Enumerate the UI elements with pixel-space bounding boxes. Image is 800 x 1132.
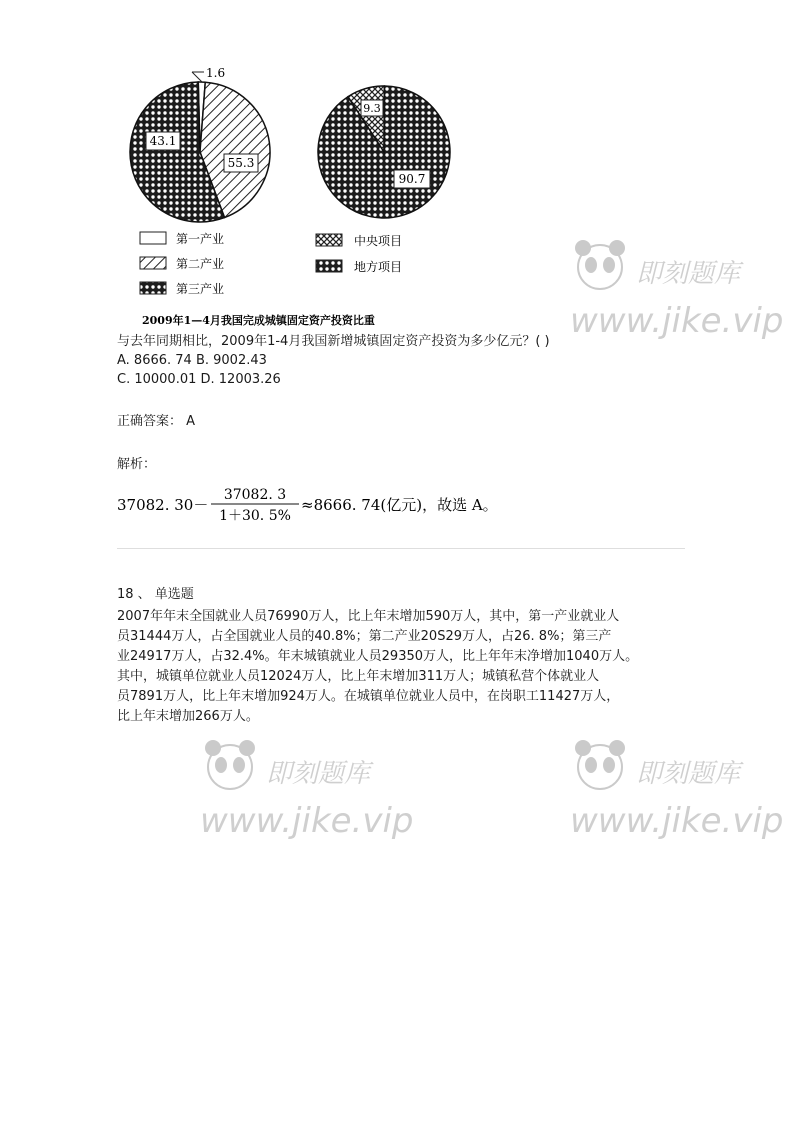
answer-row — [117, 412, 687, 431]
legend-label-primary: 第一产业 — [176, 232, 225, 246]
watermark — [570, 735, 784, 885]
label-primary-value: 1.6 — [206, 66, 226, 80]
paragraph-line: 员7891万人，比上年末增加924万人。在城镇单位就业人员中，在岗职工11427万人， — [117, 689, 620, 704]
pie-chart-industry — [130, 82, 270, 222]
panda-logo-icon — [570, 735, 630, 795]
legend-label-local: 地方项目 — [354, 260, 403, 274]
legend-label-tertiary: 第三产业 — [176, 282, 225, 296]
figure-caption: 2009年1—4月我国完成城镇固定资产投资比重 — [142, 314, 375, 327]
formula-lead: 37082. 30－ — [117, 496, 209, 514]
question-options-line-2: C. 10000.01 D. 12003.26 — [117, 372, 281, 387]
legend-label-secondary: 第二产业 — [176, 257, 225, 271]
leader-line — [192, 72, 202, 82]
legend-swatch-tertiary — [140, 282, 166, 294]
formula-denominator: 1＋30. 5% — [219, 508, 291, 524]
pie-chart-projects — [318, 86, 450, 218]
section-divider — [117, 548, 685, 549]
watermark-brand: 即刻题库 — [266, 759, 371, 789]
label-tertiary-value: 55.3 — [227, 156, 255, 170]
pie-charts-svg — [132, 62, 452, 332]
label-central-value: 9.3 — [363, 102, 381, 115]
watermark-url: www.jike.vip — [570, 801, 784, 841]
panda-logo-icon — [200, 735, 260, 795]
watermark-url: www.jike.vip — [570, 301, 784, 341]
legend-swatch-central — [316, 234, 342, 246]
watermark — [200, 735, 460, 885]
answer-value: A — [186, 414, 196, 429]
next-question-paragraph — [117, 607, 687, 727]
pie-slice-local — [318, 86, 450, 218]
analysis-label: 解析： — [117, 457, 157, 472]
panda-logo-icon — [570, 235, 630, 295]
watermark-url: www.jike.vip — [200, 801, 414, 841]
label-local-value: 90.7 — [398, 172, 426, 186]
legend — [140, 231, 402, 296]
paragraph-line: 比上年末增加266万人。 — [117, 709, 259, 724]
legend-swatch-local — [316, 260, 342, 272]
formula-tail: ≈8666. 74(亿元)，故选 A。 — [301, 496, 498, 514]
label-secondary-value: 43.1 — [149, 134, 177, 148]
watermark-brand: 即刻题库 — [636, 759, 741, 789]
legend-swatch-primary — [140, 232, 166, 244]
analysis-formula — [117, 486, 537, 524]
next-question-header: 18 、 单选题 — [117, 587, 194, 602]
paragraph-line: 员31444万人，占全国就业人员的40.8%；第二产业20S29万人，占26. 8%；第三产 — [117, 629, 612, 644]
question-text: 与去年同期相比，2009年1-4月我国新增城镇固定资产投资为多少亿元？( ) — [117, 334, 550, 349]
paragraph-line: 2007年年末全国就业人员76990万人，比上年末增加590万人，其中，第一产业就业人 — [117, 609, 620, 624]
answer-label: 正确答案： — [117, 414, 183, 429]
paragraph-line: 业24917万人，占32.4%。年末城镇就业人员29350万人，比上年年末净增加1040万人。 — [117, 649, 639, 664]
legend-label-central: 中央项目 — [354, 234, 403, 248]
legend-swatch-secondary — [140, 257, 166, 269]
paragraph-line: 其中，城镇单位就业人员12024万人，比上年末增加311万人；城镇私营个体就业人 — [117, 669, 600, 684]
question-options-line-1: A. 8666. 74 B. 9002.43 — [117, 353, 267, 368]
formula-numerator: 37082. 3 — [223, 487, 287, 503]
pie-chart-figure — [132, 62, 452, 332]
question-block — [117, 332, 687, 389]
watermark-brand: 即刻题库 — [636, 259, 741, 289]
